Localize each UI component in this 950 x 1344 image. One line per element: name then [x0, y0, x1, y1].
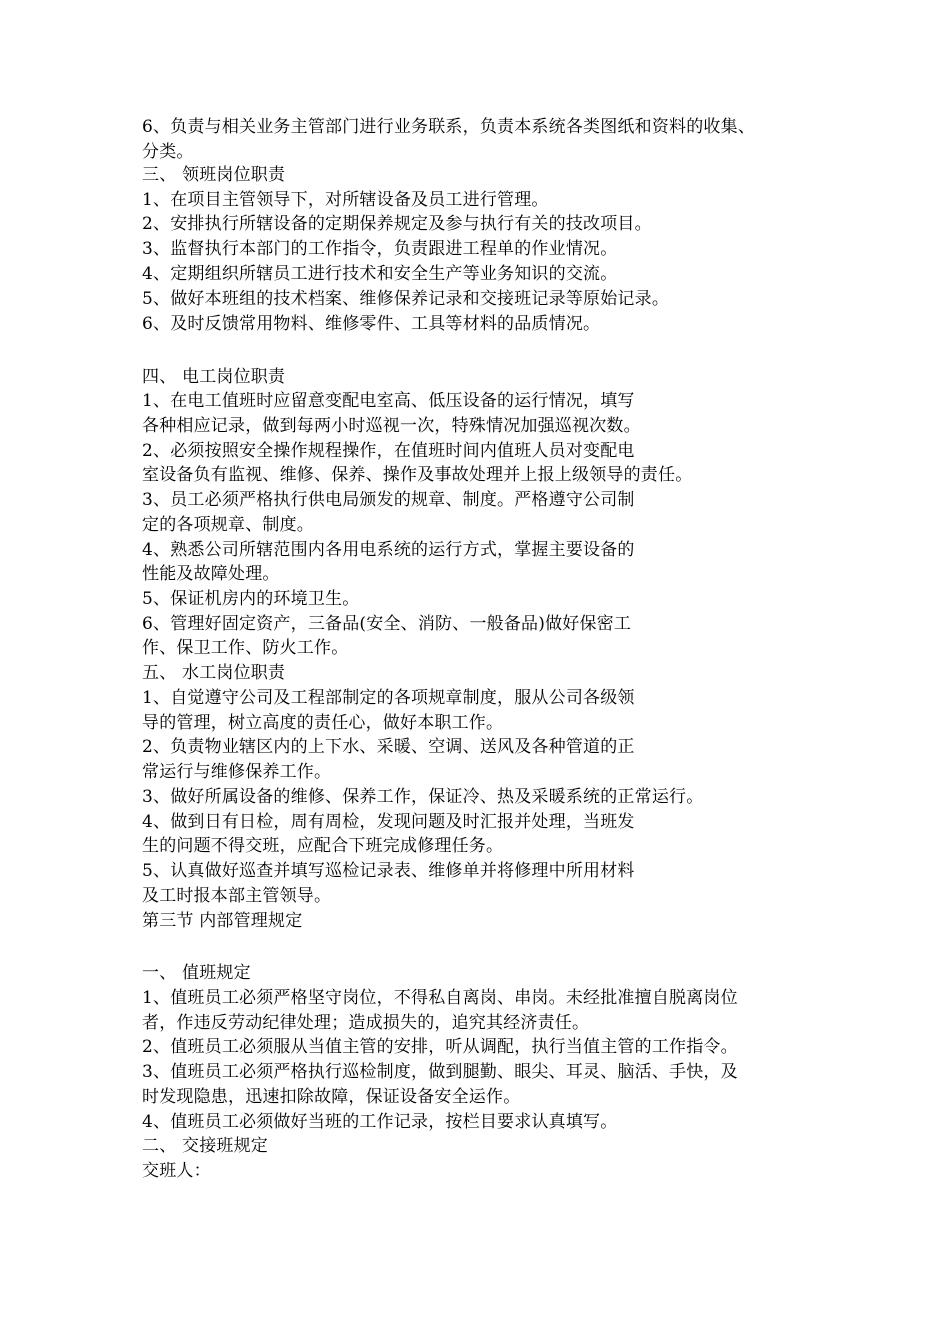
text-line: 3、监督执行本部门的工作指令，负责跟进工程单的作业情况。 — [142, 239, 618, 259]
text-line: 交班人： — [142, 1161, 211, 1181]
text-line: 定的各项规章、制度。 — [142, 515, 314, 535]
text-line: 5、认真做好巡查并填写巡检记录表、维修单并将修理中所用材料 — [142, 861, 635, 881]
text-line: 6、管理好固定资产，三备品(安全、消防、一般备品)做好保密工 — [142, 614, 632, 634]
text-line: 室设备负有监视、维修、保养、操作及事故处理并上报上级领导的责任。 — [142, 465, 693, 485]
text-line: 导的管理，树立高度的责任心，做好本职工作。 — [142, 713, 504, 733]
text-line: 者，作违反劳动纪律处理；造成损失的，追究其经济责任。 — [142, 1013, 590, 1033]
text-line: 各种相应记录，做到每两小时巡视一次，特殊情况加强巡视次数。 — [142, 416, 641, 436]
section-title: 第三节 内部管理规定 — [142, 911, 303, 931]
text-line: 2、负责物业辖区内的上下水、采暖、空调、送风及各种管道的正 — [142, 737, 635, 757]
text-line: 3、值班员工必须严格执行巡检制度，做到腿勤、眼尖、耳灵、脑活、手快，及 — [142, 1062, 738, 1082]
text-line: 2、必须按照安全操作规程操作，在值班时间内值班人员对变配电 — [142, 441, 635, 461]
text-line: 3、员工必须严格执行供电局颁发的规章、制度。严格遵守公司制 — [142, 490, 635, 510]
text-line: 4、定期组织所辖员工进行技术和安全生产等业务知识的交流。 — [142, 264, 618, 284]
text-line: 分类。 — [142, 142, 194, 162]
text-line: 1、值班员工必须严格坚守岗位，不得私自离岗、串岗。未经批准擅自脱离岗位 — [142, 988, 738, 1008]
text-line: 4、熟悉公司所辖范围内各用电系统的运行方式，掌握主要设备的 — [142, 540, 635, 560]
text-line: 作、保卫工作、防火工作。 — [142, 638, 349, 658]
text-line: 生的问题不得交班，应配合下班完成修理任务。 — [142, 836, 504, 856]
section-heading: 一、 值班规定 — [142, 963, 251, 983]
section-heading: 五、 水工岗位职责 — [142, 663, 286, 683]
text-line: 4、做到日有日检，周有周检，发现问题及时汇报并处理，当班发 — [142, 812, 635, 832]
text-line: 3、做好所属设备的维修、保养工作，保证冷、热及采暖系统的正常运行。 — [142, 787, 704, 807]
text-line: 1、在项目主管领导下，对所辖设备及员工进行管理。 — [142, 190, 549, 210]
text-line: 4、值班员工必须做好当班的工作记录，按栏目要求认真填写。 — [142, 1112, 618, 1132]
section-heading: 二、 交接班规定 — [142, 1136, 269, 1156]
text-line: 2、安排执行所辖设备的定期保养规定及参与执行有关的技改项目。 — [142, 214, 652, 234]
text-line: 1、在电工值班时应留意变配电室高、低压设备的运行情况，填写 — [142, 391, 635, 411]
text-line: 及工时报本部主管领导。 — [142, 886, 332, 906]
text-line: 1、自觉遵守公司及工程部制定的各项规章制度，服从公司各级领 — [142, 688, 635, 708]
section-heading: 四、 电工岗位职责 — [142, 367, 286, 387]
text-line: 5、做好本班组的技术档案、维修保养记录和交接班记录等原始记录。 — [142, 289, 670, 309]
text-line: 2、值班员工必须服从当值主管的安排，听从调配，执行当值主管的工作指令。 — [142, 1037, 738, 1057]
text-line: 5、保证机房内的环境卫生。 — [142, 589, 360, 609]
section-heading: 三、 领班岗位职责 — [142, 165, 286, 185]
text-line: 6、及时反馈常用物料、维修零件、工具等材料的品质情况。 — [142, 314, 601, 334]
text-line: 6、负责与相关业务主管部门进行业务联系，负责本系统各类图纸和资料的收集、 — [142, 117, 756, 137]
text-line: 时发现隐患，迅速扣除故障，保证设备安全运作。 — [142, 1087, 521, 1107]
text-line: 性能及故障处理。 — [142, 564, 280, 584]
text-line: 常运行与维修保养工作。 — [142, 762, 332, 782]
